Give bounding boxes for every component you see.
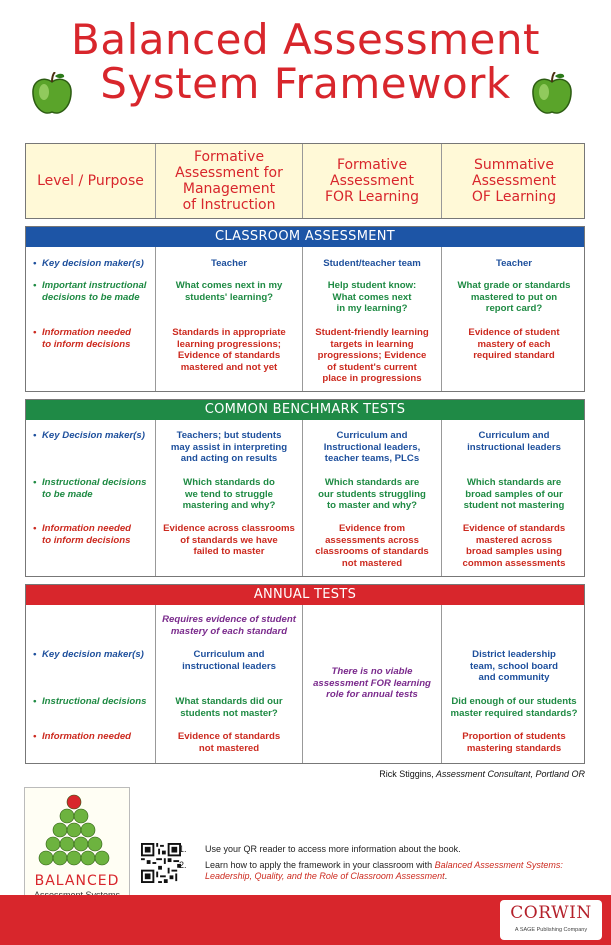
of-learning-column [442,605,586,763]
table-cell: Which standards are our students struggling to master and why? [318,477,426,512]
qr-code-icon[interactable] [141,843,181,883]
management-column [156,420,303,576]
table-cell: Curriculum and instructional leaders [467,430,561,453]
header-summative-of-learning: Summative Assessment OF Learning [471,157,557,205]
row-label: • Instructional decisions [32,696,153,708]
table-cell: District leadership team, school board and community [470,649,558,684]
table-cell: Teacher [495,258,533,269]
row-label: • Important instructional decisions to be made [32,280,153,303]
credit-name: Rick Stiggins, [379,769,434,779]
table-cell: Standards in appropriate learning progressions; Evidence of standards mastered and not yet [172,327,286,373]
table-note: Requires evidence of student mastery of each standard [162,614,296,637]
section-title: ANNUAL TESTS [26,585,584,605]
for-learning-column [303,420,442,576]
instructions-list [179,844,582,887]
header-formative-for-learning: Formative Assessment FOR Learning [303,144,442,218]
row-label: • Information needed to inform decisions [32,327,153,350]
green-apple-icon [530,72,574,118]
row-label: • Key decision maker(s) [32,258,153,270]
table-cell: Which standards do we tend to struggle mastering and why? [182,477,276,512]
table-cell: Evidence of standards not mastered [177,731,281,754]
table-cell: Evidence from assessments across classrooms of standards not mastered [315,523,429,569]
row-label: • Information needed to inform decisions [32,523,153,546]
labels-column [26,247,156,391]
of-learning-column [442,247,586,391]
header-formative-management: Formative Assessment for Management of Instruction [156,144,303,218]
table-cell: Evidence of student mastery of each required standard [468,327,560,362]
list-item: 1. Use your QR reader to access more information about the book. [179,844,461,854]
table-cell: Evidence of standards mastered across broad samples using common assessments [462,523,566,569]
of-learning-column [442,420,586,576]
table-cell: Student/teacher team [323,258,421,269]
apple-pyramid-icon [25,788,129,868]
green-apple-icon [30,72,74,118]
row-label: • Information needed [32,731,153,743]
management-column [156,605,303,763]
table-cell: Which standards are broad samples of our student not mastering [463,477,565,512]
publisher-name: CORWIN [510,903,592,923]
framework-header-row [25,143,585,219]
poster-title: Balanced Assessment System Framework [71,15,540,108]
for-learning-column [303,247,442,391]
section-title: CLASSROOM ASSESSMENT [26,227,584,247]
table-cell: Curriculum and instructional leaders [182,649,276,672]
table-cell: Teacher [210,258,248,269]
book-title-link[interactable]: Balanced Assessment Systems: Leadership, Quality, and the Role of Classroom Assessment [205,859,563,881]
labels-column [26,605,156,763]
table-cell: Curriculum and Instructional leaders, teacher teams, PLCs [323,430,421,465]
row-label: • Instructional decisions to be made [32,477,153,500]
table-cell: Help student know: What comes next in my learning? [327,280,417,315]
common-benchmark-section [25,399,585,577]
book-title-top: BALANCED [34,873,120,889]
table-note: There is no viable assessment FOR learning role for annual tests [313,666,431,701]
labels-column [26,420,156,576]
table-cell: Teachers; but students may assist in interpreting and acting on results [170,430,288,465]
row-label: • Key Decision maker(s) [32,430,153,442]
annual-tests-section [25,584,585,764]
list-item: 2. Learn how to apply the framework in your classroom with Balanced Assessment Systems: Leadership, Quality, and the Role of Classroom Assessment. [179,859,563,881]
table-cell: What comes next in my students' learning? [175,280,283,303]
table-cell: Evidence across classrooms of standards we have failed to master [163,523,295,558]
table-cell: Student-friendly learning targets in learning progressions; Evidence of student's current place in progressions [315,327,429,385]
credit-role: Assessment Consultant, Portland OR [433,769,585,779]
table-cell: What grade or standards mastered to put on report card? [457,280,571,315]
management-column [156,247,303,391]
author-credit [379,769,585,779]
table-cell: What standards did our students not master? [175,696,283,719]
for-learning-column [303,605,442,763]
publisher-tagline: A SAGE Publishing Company [514,927,588,933]
table-cell: Did enough of our students master required standards? [450,696,578,719]
table-cell: Proportion of students mastering standards [462,731,566,754]
section-title: COMMON BENCHMARK TESTS [26,400,584,420]
header-level-purpose: Level / Purpose [26,144,156,218]
corwin-logo[interactable] [500,900,602,940]
classroom-assessment-section [25,226,585,392]
row-label: • Key decision maker(s) [32,649,153,661]
